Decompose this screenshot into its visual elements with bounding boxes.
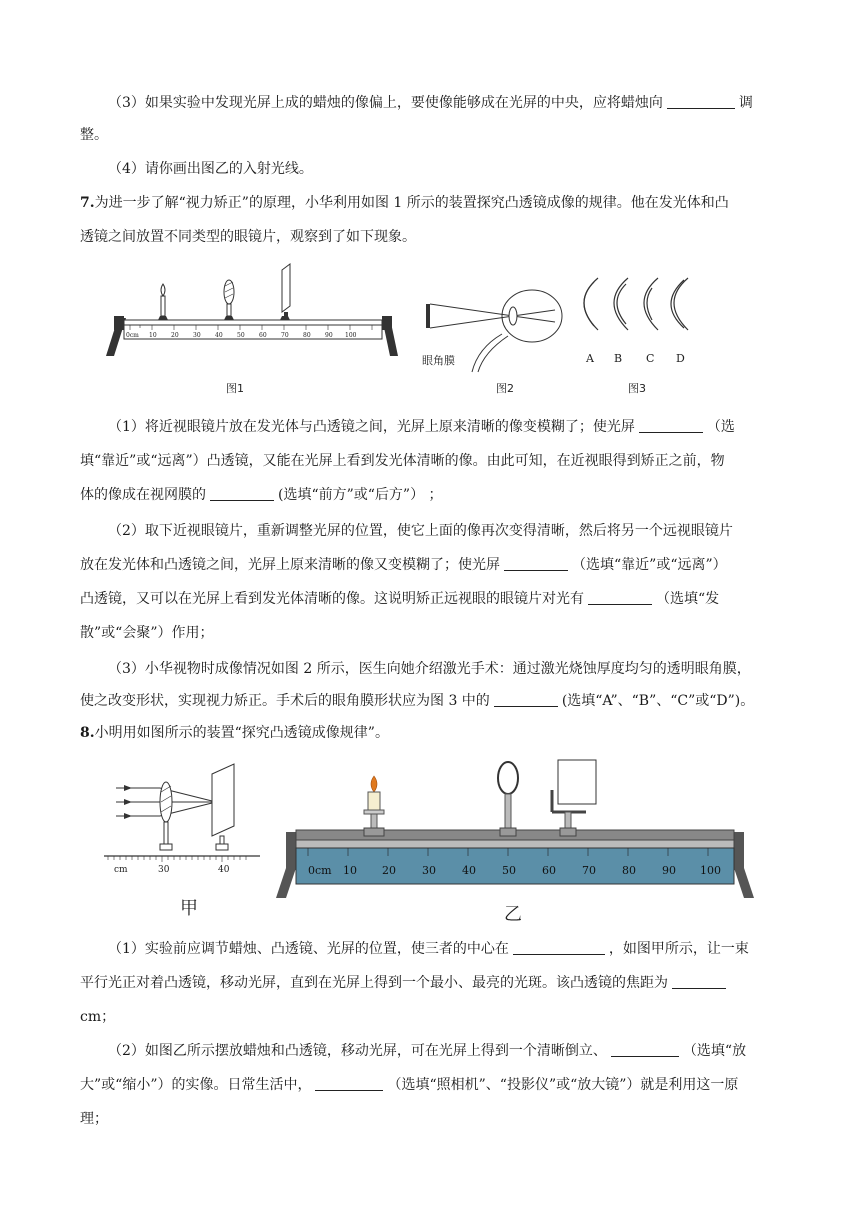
fig1-ruler-start-label: 0cm (126, 332, 139, 339)
option-d-label: D (676, 352, 685, 365)
figure-3-caption: 图3 (628, 382, 646, 395)
q7-item2-line3: 凸透镜，又可以在光屏上看到发光体清晰的像。这说明矫正远视眼的眼镜片对光有 （选填“发 (80, 582, 780, 616)
lens-icon (224, 280, 234, 320)
fig1-tick-label: 30 (193, 332, 201, 339)
q6-item3: （3）如果实验中发现光屏上成的蜡烛的像偏上，要使像能够成在光屏的中央，应将蜡烛向 调 (80, 86, 780, 120)
q7-item3: （3）小华视物时成像情况如图 2 所示，医生向她介绍激光手术：通过激光烧蚀厚度均匀的透明眼角膜， (108, 661, 751, 677)
figure-yi-optical-bench (276, 760, 754, 925)
q8-item1: （1）实验前应调节蜡烛、凸透镜、光屏的位置，使三者的中心在 ，如图甲所示，让一束 (80, 932, 780, 966)
yi-tick-label: 100 (700, 864, 721, 877)
fig1-tick-label: 60 (259, 332, 267, 339)
jia-unit-label: cm (114, 865, 128, 875)
answer-blank[interactable] (672, 972, 726, 989)
q7-figures (100, 258, 720, 400)
fig1-tick-label: 10 (149, 332, 157, 339)
answer-blank[interactable] (494, 690, 558, 707)
q7-item1: （1）将近视眼镜片放在发光体与凸透镜之间，光屏上原来清晰的像变模糊了；使光屏 （选 (80, 410, 780, 444)
screen-icon (552, 760, 596, 836)
q6-item4: （4）请你画出图乙的入射光线。 (108, 161, 313, 177)
yi-tick-label: 10 (343, 864, 357, 877)
figure-3-cornea-shapes (584, 278, 688, 395)
answer-blank[interactable] (210, 484, 274, 501)
fig1-tick-label: 40 (215, 332, 223, 339)
fig1-tick-label: 70 (281, 332, 289, 339)
fig1-tick-label: 20 (171, 332, 179, 339)
answer-blank[interactable] (639, 416, 703, 433)
lens-icon (498, 762, 518, 836)
candle-icon (364, 776, 384, 836)
q8-figures (100, 756, 760, 926)
q8-item2: （2）如图乙所示摆放蜡烛和凸透镜，移动光屏，可在光屏上得到一个清晰倒立、 （选填“放 (80, 1034, 780, 1068)
answer-blank[interactable] (667, 92, 735, 109)
answer-blank[interactable] (611, 1040, 679, 1057)
answer-blank[interactable] (588, 588, 652, 605)
figure-2-eye-diagram (422, 290, 562, 395)
cornea-label: 眼角膜 (422, 354, 455, 367)
yi-tick-label: 30 (422, 864, 436, 877)
answer-blank[interactable] (315, 1074, 383, 1091)
yi-tick-label: 70 (582, 864, 596, 877)
light-source-icon (158, 284, 168, 320)
fig1-tick-label: 100 (345, 332, 357, 339)
yi-tick-label: 50 (502, 864, 516, 877)
figure-1-caption: 图1 (226, 382, 244, 395)
q7-item2-line2: 放在发光体和凸透镜之间，光屏上原来清晰的像又变模糊了；使光屏 （选填“靠近”或“远离”） (80, 548, 780, 582)
yi-tick-label: 20 (382, 864, 396, 877)
fig1-tick-label: 50 (237, 332, 245, 339)
option-c-label: C (646, 352, 655, 365)
yi-tick-label: 40 (462, 864, 476, 877)
fig1-tick-label: 80 (303, 332, 311, 339)
q7-item1-line2: 填“靠近”或“远离”）凸透镜，又能在光屏上看到发光体清晰的像。由此可知，在近视眼得到矫正之前，物 (80, 453, 725, 469)
figure-1-optical-bench (106, 264, 398, 395)
figure-2-caption: 图2 (496, 382, 514, 395)
q8-item2-line2: 大”或“缩小”）的实像。日常生活中， （选填“照相机”、“投影仪”或“放大镜”）就是利用这一原 (80, 1068, 780, 1102)
yi-tick-label: 60 (542, 864, 556, 877)
q8-item1-line3: cm； (80, 1009, 116, 1025)
answer-blank[interactable] (513, 938, 605, 955)
q8-item1-line2: 平行光正对着凸透镜，移动光屏，直到在光屏上得到一个最小、最亮的光斑。该凸透镜的焦距为 (80, 966, 780, 1000)
q6-item3-cont: 整。 (80, 127, 108, 143)
fig1-tick-label: 90 (325, 332, 333, 339)
q7-item3-line2: 使之改变形状，实现视力矫正。手术后的眼角膜形状应为图 3 中的 (选填“A”、“B”、“C”或“D”)。 (80, 684, 780, 718)
figure-jia-focal-length (104, 764, 260, 919)
answer-blank[interactable] (504, 554, 568, 571)
jia-tick-label: 30 (158, 865, 170, 875)
screen-icon (280, 264, 290, 320)
option-b-label: B (614, 352, 623, 365)
q7-intro: 7.为进一步了解“视力矫正”的原理，小华利用如图 1 所示的装置探究凸透镜成像的规律。他在发光体和凸 (80, 195, 729, 211)
yi-ruler-start-label: 0cm (308, 864, 332, 877)
yi-tick-label: 80 (622, 864, 636, 877)
q8-intro: 8.小明用如图所示的装置“探究凸透镜成像规律”。 (80, 725, 389, 741)
yi-tick-label: 90 (662, 864, 676, 877)
option-a-label: A (586, 352, 594, 365)
jia-tick-label: 40 (218, 865, 230, 875)
q7-intro-line2: 透镜之间放置不同类型的眼镜片，观察到了如下现象。 (80, 229, 416, 245)
q8-item2-line3: 理； (80, 1111, 108, 1127)
figure-yi-caption: 乙 (504, 904, 522, 925)
q7-item2-line4: 散”或“会聚”）作用； (80, 625, 214, 641)
figure-jia-caption: 甲 (180, 898, 198, 919)
q7-item2: （2）取下近视眼镜片，重新调整光屏的位置，使它上面的像再次变得清晰，然后将另一个远视眼镜片 (108, 523, 733, 539)
q7-item1-line3: 体的像成在视网膜的 (选填“前方”或“后方”） ； (80, 478, 780, 512)
